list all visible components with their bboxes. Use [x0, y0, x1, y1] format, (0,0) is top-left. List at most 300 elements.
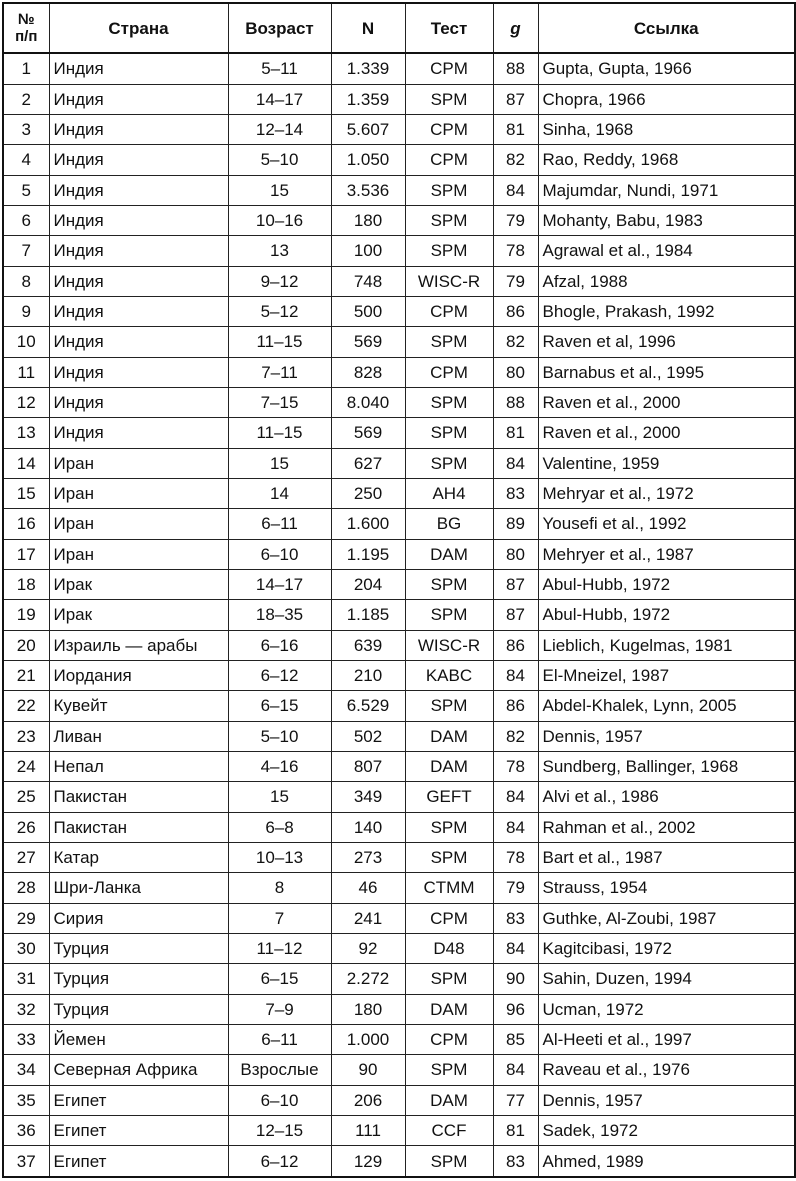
cell-num: 20: [3, 630, 49, 660]
cell-ref: Sinha, 1968: [538, 115, 795, 145]
cell-country: Египет: [49, 1115, 228, 1145]
cell-test: SPM: [405, 236, 493, 266]
cell-g: 84: [493, 175, 538, 205]
cell-num: 16: [3, 509, 49, 539]
cell-ref: Al-Heeti et al., 1997: [538, 1024, 795, 1054]
table-body: [3, 53, 795, 1177]
cell-num: 30: [3, 933, 49, 963]
cell-n: 6.529: [331, 691, 405, 721]
cell-ref: Sadek, 1972: [538, 1115, 795, 1145]
cell-g: 82: [493, 145, 538, 175]
cell-ref: Kagitcibasi, 1972: [538, 933, 795, 963]
cell-n: 90: [331, 1055, 405, 1085]
table-row: [3, 236, 795, 266]
cell-country: Иран: [49, 478, 228, 508]
cell-num: 19: [3, 600, 49, 630]
table-row: [3, 509, 795, 539]
cell-test: SPM: [405, 84, 493, 114]
cell-ref: Agrawal et al., 1984: [538, 236, 795, 266]
cell-age: 6–10: [228, 539, 331, 569]
cell-g: 81: [493, 1115, 538, 1145]
table-row: [3, 660, 795, 690]
cell-num: 34: [3, 1055, 49, 1085]
cell-ref: Mehryer et al., 1987: [538, 539, 795, 569]
cell-country: Индия: [49, 175, 228, 205]
cell-age: 10–13: [228, 842, 331, 872]
cell-test: CPM: [405, 115, 493, 145]
cell-ref: Raven et al., 2000: [538, 387, 795, 417]
cell-num: 28: [3, 873, 49, 903]
cell-ref: Ucman, 1972: [538, 994, 795, 1024]
cell-country: Индия: [49, 418, 228, 448]
cell-age: 11–12: [228, 933, 331, 963]
cell-age: 6–8: [228, 812, 331, 842]
table-row: [3, 873, 795, 903]
table-row: [3, 357, 795, 387]
cell-test: SPM: [405, 448, 493, 478]
cell-num: 6: [3, 205, 49, 235]
cell-country: Иран: [49, 539, 228, 569]
cell-ref: Abul-Hubb, 1972: [538, 569, 795, 599]
cell-age: 12–14: [228, 115, 331, 145]
cell-country: Индия: [49, 53, 228, 84]
table-row: [3, 933, 795, 963]
cell-n: 569: [331, 418, 405, 448]
cell-num: 13: [3, 418, 49, 448]
table-row: [3, 1024, 795, 1054]
cell-age: 11–15: [228, 327, 331, 357]
header-age: Возраст: [228, 3, 331, 53]
cell-country: Ирак: [49, 569, 228, 599]
cell-test: SPM: [405, 327, 493, 357]
cell-ref: Raveau et al., 1976: [538, 1055, 795, 1085]
cell-country: Турция: [49, 933, 228, 963]
cell-ref: Valentine, 1959: [538, 448, 795, 478]
cell-g: 79: [493, 205, 538, 235]
cell-n: 828: [331, 357, 405, 387]
cell-age: 5–11: [228, 53, 331, 84]
cell-country: Непал: [49, 751, 228, 781]
cell-ref: Afzal, 1988: [538, 266, 795, 296]
cell-ref: Abul-Hubb, 1972: [538, 600, 795, 630]
cell-test: SPM: [405, 964, 493, 994]
cell-g: 84: [493, 933, 538, 963]
cell-g: 86: [493, 691, 538, 721]
cell-test: SPM: [405, 842, 493, 872]
cell-g: 82: [493, 327, 538, 357]
cell-age: 6–15: [228, 964, 331, 994]
cell-num: 31: [3, 964, 49, 994]
cell-age: 12–15: [228, 1115, 331, 1145]
cell-n: 3.536: [331, 175, 405, 205]
table-row: [3, 600, 795, 630]
cell-ref: Abdel-Khalek, Lynn, 2005: [538, 691, 795, 721]
cell-age: 6–15: [228, 691, 331, 721]
cell-country: Египет: [49, 1085, 228, 1115]
cell-ref: El-Mneizel, 1987: [538, 660, 795, 690]
cell-g: 80: [493, 357, 538, 387]
cell-age: 10–16: [228, 205, 331, 235]
cell-num: 15: [3, 478, 49, 508]
cell-g: 82: [493, 721, 538, 751]
header-n: N: [331, 3, 405, 53]
table-row: [3, 418, 795, 448]
cell-age: 6–11: [228, 1024, 331, 1054]
cell-test: SPM: [405, 600, 493, 630]
cell-ref: Majumdar, Nundi, 1971: [538, 175, 795, 205]
table-row: [3, 478, 795, 508]
cell-g: 84: [493, 448, 538, 478]
cell-n: 250: [331, 478, 405, 508]
cell-test: CPM: [405, 903, 493, 933]
cell-test: SPM: [405, 387, 493, 417]
table-row: [3, 842, 795, 872]
cell-num: 4: [3, 145, 49, 175]
cell-age: 5–10: [228, 145, 331, 175]
cell-g: 89: [493, 509, 538, 539]
cell-g: 86: [493, 630, 538, 660]
cell-age: 4–16: [228, 751, 331, 781]
cell-age: 15: [228, 175, 331, 205]
cell-country: Израиль — арабы: [49, 630, 228, 660]
cell-test: AH4: [405, 478, 493, 508]
cell-country: Ирак: [49, 600, 228, 630]
table-row: [3, 691, 795, 721]
cell-num: 8: [3, 266, 49, 296]
cell-num: 12: [3, 387, 49, 417]
cell-country: Турция: [49, 964, 228, 994]
header-num-line1: №: [17, 10, 35, 28]
cell-g: 83: [493, 478, 538, 508]
table-row: [3, 1085, 795, 1115]
cell-country: Индия: [49, 84, 228, 114]
cell-num: 22: [3, 691, 49, 721]
cell-ref: Lieblich, Kugelmas, 1981: [538, 630, 795, 660]
cell-test: CCF: [405, 1115, 493, 1145]
table-row: [3, 448, 795, 478]
cell-country: Пакистан: [49, 812, 228, 842]
cell-country: Северная Африка: [49, 1055, 228, 1085]
table-row: [3, 387, 795, 417]
cell-test: SPM: [405, 205, 493, 235]
cell-num: 25: [3, 782, 49, 812]
cell-num: 35: [3, 1085, 49, 1115]
cell-age: 6–16: [228, 630, 331, 660]
cell-ref: Dennis, 1957: [538, 1085, 795, 1115]
cell-test: DAM: [405, 751, 493, 781]
cell-num: 14: [3, 448, 49, 478]
cell-n: 349: [331, 782, 405, 812]
cell-test: SPM: [405, 691, 493, 721]
table-row: [3, 115, 795, 145]
cell-ref: Raven et al., 2000: [538, 418, 795, 448]
header-num-line2: п/п: [15, 28, 38, 45]
cell-g: 96: [493, 994, 538, 1024]
cell-n: 748: [331, 266, 405, 296]
table-row: [3, 812, 795, 842]
cell-test: SPM: [405, 175, 493, 205]
cell-ref: Strauss, 1954: [538, 873, 795, 903]
cell-ref: Rao, Reddy, 1968: [538, 145, 795, 175]
cell-age: 6–12: [228, 660, 331, 690]
cell-g: 88: [493, 53, 538, 84]
cell-age: 14–17: [228, 569, 331, 599]
cell-num: 5: [3, 175, 49, 205]
cell-test: DAM: [405, 539, 493, 569]
cell-ref: Chopra, 1966: [538, 84, 795, 114]
cell-country: Катар: [49, 842, 228, 872]
cell-n: 807: [331, 751, 405, 781]
cell-n: 1.339: [331, 53, 405, 84]
table-row: [3, 751, 795, 781]
cell-num: 18: [3, 569, 49, 599]
cell-ref: Alvi et al., 1986: [538, 782, 795, 812]
cell-n: 1.050: [331, 145, 405, 175]
cell-g: 81: [493, 115, 538, 145]
cell-country: Иран: [49, 509, 228, 539]
cell-age: 18–35: [228, 600, 331, 630]
cell-test: CTMM: [405, 873, 493, 903]
cell-ref: Mohanty, Babu, 1983: [538, 205, 795, 235]
cell-n: 1.600: [331, 509, 405, 539]
cell-n: 5.607: [331, 115, 405, 145]
header-country: Страна: [49, 3, 228, 53]
cell-country: Шри-Ланка: [49, 873, 228, 903]
cell-g: 85: [493, 1024, 538, 1054]
cell-num: 21: [3, 660, 49, 690]
data-table: [2, 2, 796, 1178]
cell-test: KABC: [405, 660, 493, 690]
header-row: [3, 3, 795, 53]
cell-num: 29: [3, 903, 49, 933]
cell-n: 2.272: [331, 964, 405, 994]
cell-g: 84: [493, 812, 538, 842]
table-row: [3, 630, 795, 660]
cell-age: 6–12: [228, 1146, 331, 1177]
cell-g: 78: [493, 751, 538, 781]
cell-age: 14: [228, 478, 331, 508]
cell-test: SPM: [405, 569, 493, 599]
cell-num: 24: [3, 751, 49, 781]
cell-country: Индия: [49, 145, 228, 175]
cell-n: 241: [331, 903, 405, 933]
cell-g: 87: [493, 600, 538, 630]
cell-num: 33: [3, 1024, 49, 1054]
cell-g: 81: [493, 418, 538, 448]
cell-num: 23: [3, 721, 49, 751]
cell-g: 80: [493, 539, 538, 569]
cell-g: 79: [493, 873, 538, 903]
cell-g: 83: [493, 903, 538, 933]
table-row: [3, 296, 795, 326]
cell-n: 46: [331, 873, 405, 903]
cell-ref: Sundberg, Ballinger, 1968: [538, 751, 795, 781]
cell-age: 13: [228, 236, 331, 266]
table-row: [3, 327, 795, 357]
table-row: [3, 782, 795, 812]
cell-n: 273: [331, 842, 405, 872]
cell-num: 37: [3, 1146, 49, 1177]
cell-age: 8: [228, 873, 331, 903]
cell-country: Индия: [49, 357, 228, 387]
cell-age: 5–10: [228, 721, 331, 751]
cell-ref: Yousefi et al., 1992: [538, 509, 795, 539]
cell-age: Взрослые: [228, 1055, 331, 1085]
table-row: [3, 964, 795, 994]
cell-ref: Gupta, Gupta, 1966: [538, 53, 795, 84]
cell-country: Индия: [49, 236, 228, 266]
table-row: [3, 903, 795, 933]
cell-test: CPM: [405, 145, 493, 175]
cell-country: Турция: [49, 994, 228, 1024]
cell-age: 7–11: [228, 357, 331, 387]
cell-ref: Guthke, Al-Zoubi, 1987: [538, 903, 795, 933]
cell-n: 1.000: [331, 1024, 405, 1054]
cell-country: Иордания: [49, 660, 228, 690]
cell-country: Индия: [49, 115, 228, 145]
cell-test: GEFT: [405, 782, 493, 812]
cell-ref: Barnabus et al., 1995: [538, 357, 795, 387]
header-test: Тест: [405, 3, 493, 53]
cell-test: CPM: [405, 296, 493, 326]
cell-num: 27: [3, 842, 49, 872]
table-row: [3, 175, 795, 205]
cell-num: 32: [3, 994, 49, 1024]
cell-n: 627: [331, 448, 405, 478]
cell-n: 1.185: [331, 600, 405, 630]
cell-ref: Rahman et al., 2002: [538, 812, 795, 842]
cell-g: 87: [493, 569, 538, 599]
cell-country: Ливан: [49, 721, 228, 751]
cell-test: DAM: [405, 994, 493, 1024]
cell-test: CPM: [405, 1024, 493, 1054]
cell-age: 9–12: [228, 266, 331, 296]
cell-n: 639: [331, 630, 405, 660]
table-row: [3, 53, 795, 84]
cell-test: SPM: [405, 812, 493, 842]
table-row: [3, 1115, 795, 1145]
cell-test: WISC-R: [405, 266, 493, 296]
cell-num: 7: [3, 236, 49, 266]
cell-test: WISC-R: [405, 630, 493, 660]
cell-age: 7: [228, 903, 331, 933]
cell-age: 15: [228, 448, 331, 478]
cell-test: SPM: [405, 1146, 493, 1177]
cell-g: 78: [493, 236, 538, 266]
cell-country: Кувейт: [49, 691, 228, 721]
cell-n: 129: [331, 1146, 405, 1177]
cell-country: Индия: [49, 205, 228, 235]
cell-n: 210: [331, 660, 405, 690]
cell-num: 10: [3, 327, 49, 357]
cell-country: Индия: [49, 266, 228, 296]
cell-num: 17: [3, 539, 49, 569]
cell-g: 90: [493, 964, 538, 994]
cell-n: 500: [331, 296, 405, 326]
cell-n: 100: [331, 236, 405, 266]
cell-num: 26: [3, 812, 49, 842]
cell-country: Иран: [49, 448, 228, 478]
header-num: [3, 3, 49, 53]
cell-ref: Ahmed, 1989: [538, 1146, 795, 1177]
table-row: [3, 84, 795, 114]
table-row: [3, 1055, 795, 1085]
cell-age: 15: [228, 782, 331, 812]
cell-test: CPM: [405, 53, 493, 84]
cell-ref: Bart et al., 1987: [538, 842, 795, 872]
cell-n: 206: [331, 1085, 405, 1115]
cell-country: Сирия: [49, 903, 228, 933]
cell-g: 86: [493, 296, 538, 326]
cell-num: 36: [3, 1115, 49, 1145]
cell-g: 84: [493, 782, 538, 812]
cell-g: 87: [493, 84, 538, 114]
cell-n: 569: [331, 327, 405, 357]
cell-num: 3: [3, 115, 49, 145]
cell-country: Йемен: [49, 1024, 228, 1054]
table-row: [3, 1146, 795, 1177]
header-g-label: g: [510, 18, 521, 38]
cell-country: Индия: [49, 327, 228, 357]
cell-n: 180: [331, 994, 405, 1024]
cell-num: 9: [3, 296, 49, 326]
cell-n: 1.195: [331, 539, 405, 569]
cell-age: 6–11: [228, 509, 331, 539]
cell-country: Индия: [49, 387, 228, 417]
cell-g: 83: [493, 1146, 538, 1177]
table-row: [3, 569, 795, 599]
cell-g: 88: [493, 387, 538, 417]
cell-n: 111: [331, 1115, 405, 1145]
cell-g: 77: [493, 1085, 538, 1115]
cell-ref: Raven et al, 1996: [538, 327, 795, 357]
cell-n: 140: [331, 812, 405, 842]
cell-age: 14–17: [228, 84, 331, 114]
cell-country: Египет: [49, 1146, 228, 1177]
table-row: [3, 145, 795, 175]
cell-age: 11–15: [228, 418, 331, 448]
cell-g: 84: [493, 660, 538, 690]
cell-num: 1: [3, 53, 49, 84]
cell-test: D48: [405, 933, 493, 963]
header-ref: Ссылка: [538, 3, 795, 53]
cell-n: 1.359: [331, 84, 405, 114]
cell-age: 5–12: [228, 296, 331, 326]
table-row: [3, 721, 795, 751]
cell-n: 8.040: [331, 387, 405, 417]
cell-g: 79: [493, 266, 538, 296]
cell-ref: Bhogle, Prakash, 1992: [538, 296, 795, 326]
cell-age: 7–9: [228, 994, 331, 1024]
cell-country: Пакистан: [49, 782, 228, 812]
cell-test: DAM: [405, 1085, 493, 1115]
cell-n: 502: [331, 721, 405, 751]
cell-n: 180: [331, 205, 405, 235]
cell-n: 204: [331, 569, 405, 599]
cell-test: CPM: [405, 357, 493, 387]
cell-test: DAM: [405, 721, 493, 751]
cell-test: SPM: [405, 1055, 493, 1085]
cell-age: 6–10: [228, 1085, 331, 1115]
cell-test: BG: [405, 509, 493, 539]
table-row: [3, 994, 795, 1024]
table-row: [3, 205, 795, 235]
cell-ref: Mehryar et al., 1972: [538, 478, 795, 508]
table-row: [3, 266, 795, 296]
cell-n: 92: [331, 933, 405, 963]
cell-g: 84: [493, 1055, 538, 1085]
cell-ref: Sahin, Duzen, 1994: [538, 964, 795, 994]
